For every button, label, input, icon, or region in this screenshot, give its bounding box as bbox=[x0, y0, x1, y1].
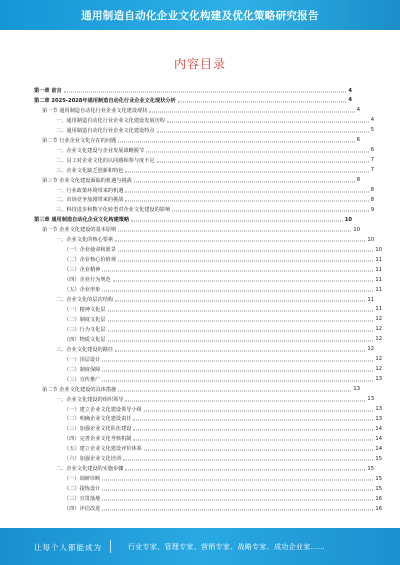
toc-title: 内容目录 bbox=[173, 57, 226, 71]
toc-entry-label: 二、通用制造自动化行业企业文化建设特点 bbox=[56, 127, 155, 134]
toc-entry-page: 14 bbox=[375, 445, 382, 452]
toc-entry-page: 12 bbox=[367, 346, 374, 353]
footer-divider bbox=[110, 540, 111, 553]
toc-leader-dots bbox=[102, 380, 373, 381]
toc-leader-dots bbox=[64, 92, 347, 93]
toc-entry-label: （一）调研诊断 bbox=[64, 476, 101, 483]
toc-entry-label: （三）企业精神 bbox=[64, 267, 101, 274]
toc-entry-page: 13 bbox=[375, 415, 382, 422]
toc-entry-label: （五）企业形象 bbox=[64, 287, 101, 294]
toc-leader-dots bbox=[118, 261, 374, 262]
toc-leader-dots bbox=[108, 340, 374, 341]
toc-entry-page: 12 bbox=[375, 316, 382, 323]
toc-entry-page: 6 bbox=[356, 137, 360, 144]
toc-entry-label: （一）建立企业文化建设领导小组 bbox=[64, 406, 142, 413]
toc-entry-page: 12 bbox=[375, 326, 382, 333]
toc-entry-label: （三）宣传推广 bbox=[64, 376, 101, 383]
toc-entry-page: 8 bbox=[370, 196, 374, 203]
toc-leader-dots bbox=[125, 191, 368, 192]
toc-entry-label: （二）企业核心价值观 bbox=[64, 257, 116, 264]
toc-entry-label: 二、企业文化的层次结构 bbox=[56, 297, 114, 304]
toc-entry-page: 9 bbox=[370, 206, 374, 213]
toc-entry-page: 10 bbox=[375, 246, 382, 253]
toc-entry-page: 7 bbox=[370, 167, 374, 174]
page-footer bbox=[0, 528, 400, 565]
toc-leader-dots bbox=[118, 390, 351, 391]
toc-leader-dots bbox=[167, 121, 369, 122]
toc-entry-label: （四）评估改进 bbox=[64, 506, 101, 513]
toc-entry-label: 第三章 通用制造自动化企业文化构建策略 bbox=[34, 217, 130, 224]
toc-leader-dots bbox=[133, 430, 373, 431]
toc-entry-page: 16 bbox=[375, 505, 382, 512]
toc-entry-label: 第二节 行业企业文化存在的问题 bbox=[42, 137, 117, 144]
toc-entry-label: 第一节 通用制造自动化行业企业文化建设现状 bbox=[42, 107, 148, 114]
toc-leader-dots bbox=[102, 291, 373, 292]
toc-entry-page: 8 bbox=[370, 187, 374, 194]
toc-entry-page: 14 bbox=[375, 435, 382, 442]
toc-entry-page: 11 bbox=[375, 276, 382, 283]
toc-entry-label: 第二章 2025-2028年通用制造自动化行业企业文化现状分析 bbox=[34, 97, 176, 104]
toc-entry-label: 第二节 企业文化建设的具体措施 bbox=[42, 386, 117, 393]
toc-entry-label: （二）提炼设计 bbox=[64, 486, 101, 493]
toc-leader-dots bbox=[146, 151, 368, 152]
toc-leader-dots bbox=[134, 181, 355, 182]
footer-roles: 行业专家、管理专家、营销专家、战略专家、成功企业家…… bbox=[128, 543, 326, 551]
toc-leader-dots bbox=[108, 310, 374, 311]
toc-leader-dots bbox=[118, 231, 351, 232]
toc-entry-page: 4 bbox=[356, 107, 360, 114]
toc-entry-page: 6 bbox=[370, 147, 374, 154]
toc-entry-label: 第一章 前言 bbox=[34, 88, 62, 94]
toc-leader-dots bbox=[125, 201, 368, 202]
toc-entry-page: 5 bbox=[370, 127, 374, 134]
toc-leader-dots bbox=[133, 440, 373, 441]
toc-entry-page: 15 bbox=[375, 475, 382, 482]
toc-leader-dots bbox=[144, 450, 374, 451]
table-of-contents bbox=[34, 85, 382, 513]
toc-leader-dots bbox=[102, 510, 373, 511]
toc-leader-dots bbox=[123, 460, 373, 461]
toc-entry-label: （二）明确企业文化建设责任 bbox=[64, 416, 132, 423]
toc-leader-dots bbox=[108, 330, 374, 331]
toc-leader-dots bbox=[115, 301, 365, 302]
toc-entry-label: 一、行业政策环境带来的机遇 bbox=[56, 187, 124, 194]
toc-entry-label: （四）企业行为规范 bbox=[64, 277, 111, 284]
toc-leader-dots bbox=[125, 400, 365, 401]
toc-entry-label: （四）物质文化层 bbox=[64, 336, 106, 343]
toc-entry-page: 11 bbox=[367, 296, 374, 303]
toc-entry-label: （三）宣贯落地 bbox=[64, 496, 101, 503]
page-header bbox=[0, 0, 400, 30]
toc-entry-label: 二、市场竞争加剧带来的挑战 bbox=[56, 197, 124, 204]
toc-entry-label: （六）加强企业文化培训 bbox=[64, 456, 122, 463]
toc-entry-page: 4 bbox=[348, 97, 352, 104]
toc-entry-label: 三、企业文化缺乏创新和特色 bbox=[56, 167, 124, 174]
toc-entry-label: 二、员工对企业文化的认同感和参与度不足 bbox=[56, 157, 155, 164]
toc-entry-label: （二）制度文化层 bbox=[64, 316, 106, 323]
toc-leader-dots bbox=[108, 320, 374, 321]
toc-entry-label: （二）制度保障 bbox=[64, 366, 101, 373]
toc-entry-page: 12 bbox=[375, 366, 382, 373]
toc-leader-dots bbox=[102, 360, 373, 361]
toc-leader-dots bbox=[144, 410, 374, 411]
toc-leader-dots bbox=[131, 221, 343, 222]
footer-slogan: 让每个人都能成为 bbox=[34, 543, 102, 552]
toc-entry-label: 第一节 企业文化建设的基本原则 bbox=[42, 227, 117, 234]
toc-entry-page: 11 bbox=[375, 286, 382, 293]
toc-entry-page: 4 bbox=[348, 87, 352, 94]
toc-entry-page: 10 bbox=[353, 226, 360, 233]
toc-entry-page: 13 bbox=[367, 396, 374, 403]
toc-entry-label: 二、企业文化建设的实施步骤 bbox=[56, 466, 124, 473]
toc-leader-dots bbox=[102, 370, 373, 371]
toc-leader-dots bbox=[125, 171, 368, 172]
toc-entry-page: 15 bbox=[375, 455, 382, 462]
toc-entry-label: （一）精神文化层 bbox=[64, 306, 106, 313]
toc-leader-dots bbox=[157, 131, 369, 132]
toc-leader-dots bbox=[102, 500, 373, 501]
toc-entry-label: 三、企业文化建设的路径 bbox=[56, 346, 114, 353]
toc-leader-dots bbox=[102, 480, 373, 481]
toc-entry-label: 一、企业文化建设与企业发展战略脱节 bbox=[56, 147, 145, 154]
toc-entry-page: 14 bbox=[375, 425, 382, 432]
toc-entry-label: （一）顶层设计 bbox=[64, 356, 101, 363]
toc-entry-label: （一）企业使命和愿景 bbox=[64, 247, 116, 254]
toc-entry-label: 一、企业文化建设的组织领导 bbox=[56, 396, 124, 403]
toc-entry-page: 11 bbox=[375, 306, 382, 313]
toc-entry-page: 12 bbox=[375, 356, 382, 363]
toc-entry-page: 11 bbox=[375, 266, 382, 273]
toc-leader-dots bbox=[149, 111, 354, 112]
toc-leader-dots bbox=[133, 420, 373, 421]
toc-entry-page: 13 bbox=[375, 376, 382, 383]
toc-leader-dots bbox=[118, 141, 354, 142]
toc-entry-page: 15 bbox=[375, 485, 382, 492]
toc-leader-dots bbox=[125, 470, 365, 471]
toc-entry-page: 10 bbox=[344, 216, 352, 223]
toc-entry-label: （三）加强企业文化队伍建设 bbox=[64, 426, 132, 433]
toc-leader-dots bbox=[102, 271, 373, 272]
toc-entry-label: 一、通用制造自动化行业企业文化建设发展历程 bbox=[56, 117, 165, 124]
toc-leader-dots bbox=[172, 211, 369, 212]
toc-entry-page: 12 bbox=[375, 336, 382, 343]
toc-entry-page: 10 bbox=[367, 236, 374, 243]
toc-entry-page: 8 bbox=[356, 177, 360, 184]
toc-entry-label: 第三节 企业文化建设面临的机遇与挑战 bbox=[42, 177, 132, 184]
toc-entry-label: （三）行为文化层 bbox=[64, 326, 106, 333]
toc-leader-dots bbox=[115, 350, 365, 351]
toc-entry-page: 13 bbox=[353, 386, 360, 393]
toc-entry-page: 16 bbox=[375, 495, 382, 502]
report-title: 通用制造自动化企业文化构建及优化策略研究报告 bbox=[81, 10, 319, 22]
toc-leader-dots bbox=[115, 241, 365, 242]
toc-leader-dots bbox=[113, 281, 374, 282]
toc-entry-page: 15 bbox=[367, 465, 374, 472]
toc-entry-page: 7 bbox=[370, 157, 374, 164]
toc-leader-dots bbox=[157, 161, 369, 162]
toc-leader-dots bbox=[178, 101, 347, 102]
toc-entry-page: 13 bbox=[375, 406, 382, 412]
toc-entry-label: （四）完善企业文化考核机制 bbox=[64, 436, 132, 443]
toc-leader-dots bbox=[118, 251, 374, 252]
toc-leader-dots bbox=[102, 490, 373, 491]
toc-entry-page: 11 bbox=[375, 256, 382, 263]
toc-entry[interactable] bbox=[34, 503, 382, 514]
toc-entry-label: （五）建立企业文化建设评价体系 bbox=[64, 446, 142, 453]
toc-entry-page: 4 bbox=[370, 117, 374, 124]
toc-entry-label: 三、科技进步和数字化转型对企业文化建设的影响 bbox=[56, 207, 171, 214]
toc-entry-label: 一、企业文化的核心要素 bbox=[56, 237, 114, 244]
